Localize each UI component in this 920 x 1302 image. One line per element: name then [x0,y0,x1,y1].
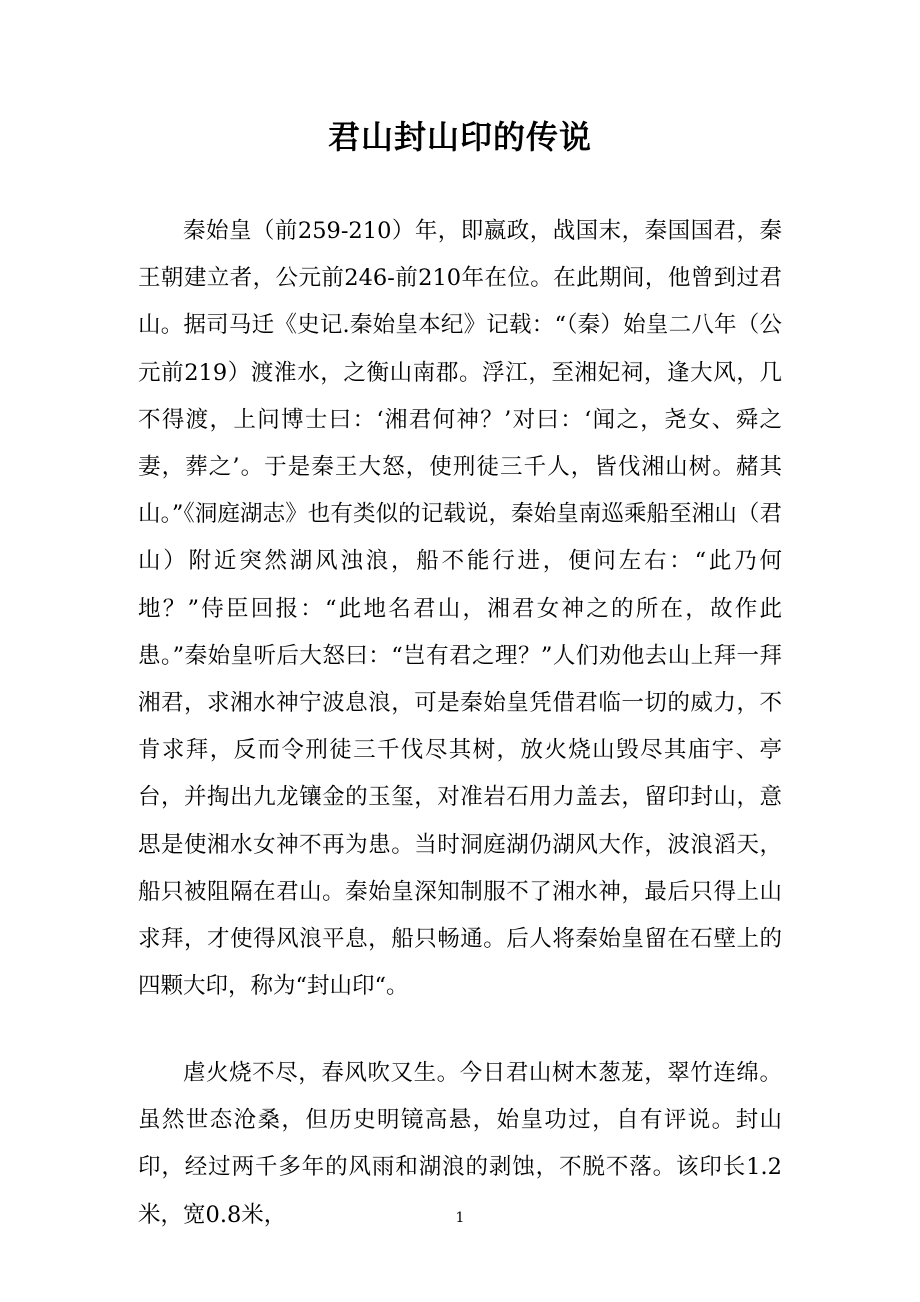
paragraph-text: 秦始皇（前259-210）年，即嬴政，战国末，秦国国君，秦王朝建立者，公元前246-前210年在位。在此期间，他曾到过君山。据司马迁《史记.秦始皇本纪》记载：“（秦）始皇二八年（公元前219）渡淮水，之衡山南郡。浮江，至湘妃祠，逢大风，几不得渡，上问博士曰：‘湘君何神？’对曰：‘闻之，尧女、舜之妻，葬之’。于是秦王大怒，使刑徒三千人，皆伐湘山树。赭其山。”《洞庭湖志》也有类似的记载说，秦始皇南巡乘船至湘山（君山）附近突然湖风浊浪，船不能行进，便问左右：“此乃何地？”侍臣回报：“此地名君山，湘君女神之的所在，故作此患。”秦始皇听后大怒曰：“岂有君之理？”人们劝他去山上拜一拜湘君，求湘水神宁波息浪，可是秦始皇凭借君临一切的威力，不肯求拜，反而令刑徒三千伐尽其树，放火烧山毁尽其庙宇、亭台，并掏出九龙镶金的玉玺，对准岩石用力盖去，留印封山，意思是使湘水女神不再为患。当时洞庭湖仍湖风大作，波浪滔天，船只被阻隔在君山。秦始皇深知制服不了湘水神，最后只得上山求拜，才使得风浪平息，船只畅通。后人将秦始皇留在石壁上的四颗大印，称为“封山印“。 [138,218,782,1000]
page-number: 1 [455,1210,465,1226]
paragraph-text: 虐火烧不尽，春风吹又生。今日君山树木葱茏，翠竹连绵。虽然世态沧桑，但历史明镜高悬，始皇功过，自有评说。封山印，经过两千多年的风雨和湖浪的剥蚀，不脱不落。该印长1.2米，宽0.8米， [138,1060,782,1228]
document-title: 君山封山印的传说 [327,118,592,156]
paragraph-1 [138,208,782,1010]
